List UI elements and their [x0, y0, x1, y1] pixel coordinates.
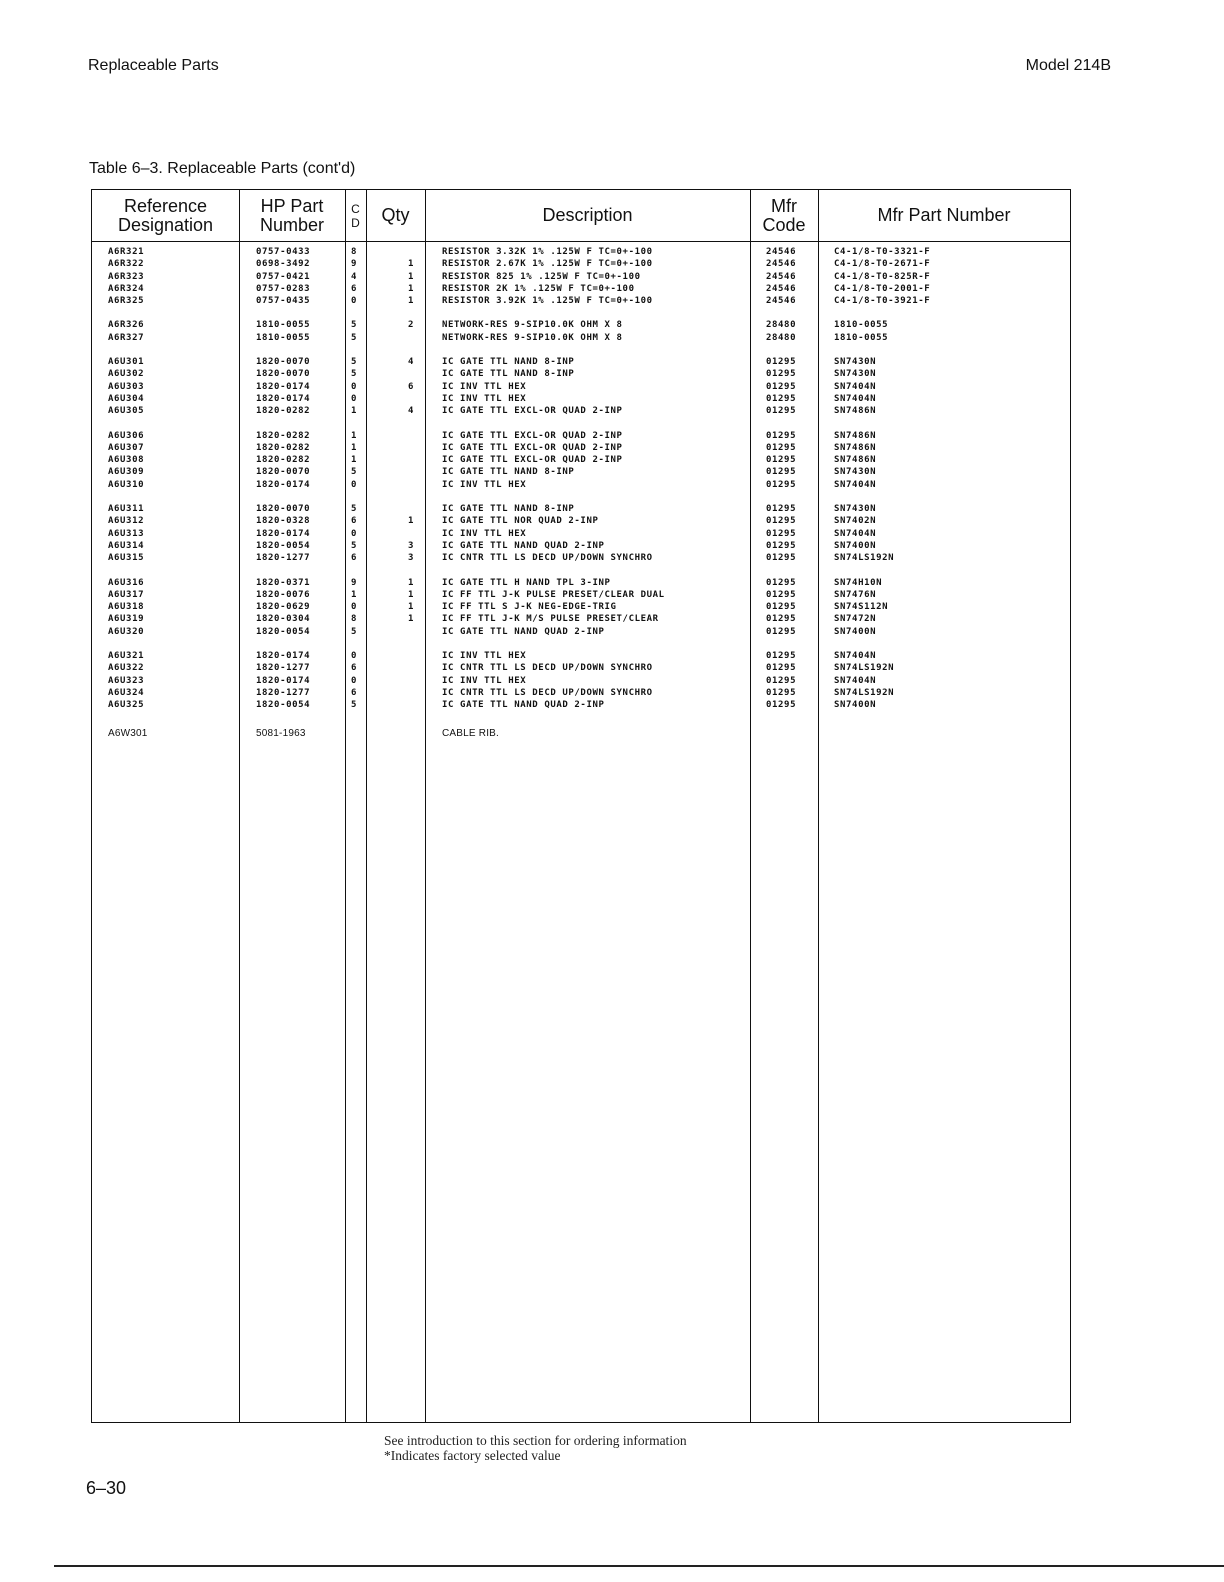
reference-designation-cell: A6U325 — [108, 700, 145, 711]
reference-designation-cell: A6U309 — [108, 467, 145, 478]
reference-designation-cell: A6U303 — [108, 381, 145, 392]
hp-part-number-cell: 5081-1963 — [256, 727, 306, 739]
mfr-code-cell: 01295 — [766, 430, 797, 441]
column-header-hp-part — [239, 190, 345, 241]
column-header-hp-part-line1: HP Part — [260, 195, 324, 216]
check-digit-cell: 5 — [351, 504, 358, 515]
hp-part-number-cell: 1820-0054 — [256, 626, 311, 637]
hp-part-number-cell: 0757-0433 — [256, 247, 311, 257]
hp-part-number-cell: 1820-1277 — [256, 687, 311, 698]
table-row — [92, 393, 1070, 405]
check-digit-cell: 8 — [351, 247, 358, 257]
quantity-cell: 1 — [407, 577, 414, 588]
quantity-cell: 1 — [407, 516, 414, 527]
mfr-part-number-cell: SN74LS192N — [834, 663, 895, 674]
column-header-mfr-part-number-label: Mfr Part Number — [877, 205, 1011, 225]
hp-part-number-cell: 1820-0070 — [256, 369, 311, 380]
mfr-part-number-cell: SN7486N — [834, 455, 877, 466]
mfr-code-cell: 28480 — [766, 332, 797, 343]
mfr-code-cell: 01295 — [766, 614, 797, 625]
quantity-cell: 1 — [407, 296, 414, 307]
mfr-part-number-cell: SN7486N — [834, 442, 877, 453]
quantity-cell: 1 — [407, 589, 414, 600]
table-row — [92, 675, 1070, 687]
mfr-code-cell: 01295 — [766, 516, 797, 527]
description-cell: IC GATE TTL EXCL-OR QUAD 2-INP — [442, 442, 623, 453]
check-digit-cell: 5 — [351, 332, 358, 343]
table-row — [92, 405, 1070, 417]
mfr-part-number-cell: SN7404N — [834, 651, 877, 662]
reference-designation-cell: A6R321 — [108, 247, 145, 257]
reference-designation-cell: A6R323 — [108, 271, 145, 282]
check-digit-cell: 5 — [351, 626, 358, 637]
mfr-code-cell: 01295 — [766, 455, 797, 466]
hp-part-number-cell: 1820-0174 — [256, 675, 311, 686]
check-digit-cell: 5 — [351, 320, 358, 331]
description-cell: IC GATE TTL H NAND TPL 3-INP — [442, 577, 611, 588]
column-header-reference-line1: Reference — [123, 195, 208, 216]
reference-designation-cell: A6U321 — [108, 651, 145, 662]
description-cell: IC INV TTL HEX — [442, 528, 527, 539]
quantity-cell: 2 — [407, 320, 414, 331]
hp-part-number-cell: 1820-1277 — [256, 553, 311, 564]
mfr-code-cell: 01295 — [766, 540, 797, 551]
reference-designation-cell: A6U322 — [108, 663, 145, 674]
description-cell: IC CNTR TTL LS DECD UP/DOWN SYNCHRO — [442, 663, 653, 674]
mfr-code-cell: 01295 — [766, 577, 797, 588]
reference-designation-cell: A6U307 — [108, 442, 145, 453]
check-digit-cell: 5 — [351, 467, 358, 478]
mfr-code-cell: 24546 — [766, 271, 797, 282]
mfr-part-number-cell: SN74H10N — [834, 577, 883, 588]
hp-part-number-cell: 1820-0070 — [256, 467, 311, 478]
quantity-cell: 1 — [407, 271, 414, 282]
description-cell: IC FF TTL J-K PULSE PRESET/CLEAR DUAL — [442, 589, 665, 600]
quantity-cell: 1 — [407, 602, 414, 613]
description-cell: IC CNTR TTL LS DECD UP/DOWN SYNCHRO — [442, 553, 653, 564]
table-row — [92, 295, 1070, 307]
ordering-footnote — [384, 1433, 687, 1463]
hp-part-number-cell: 1820-0070 — [256, 504, 311, 515]
reference-designation-cell: A6U310 — [108, 479, 145, 490]
mfr-code-cell: 01295 — [766, 381, 797, 392]
mfr-code-cell: 28480 — [766, 320, 797, 331]
description-cell: NETWORK-RES 9-SIP10.0K OHM X 8 — [442, 332, 623, 343]
description-cell: RESISTOR 2.67K 1% .125W F TC=0+-100 — [442, 259, 653, 270]
table-row — [92, 626, 1070, 638]
table-row — [92, 662, 1070, 674]
column-header-mfr-part-number — [818, 190, 1070, 241]
header-divider — [92, 241, 1070, 242]
table-row — [92, 466, 1070, 478]
hp-part-number-cell: 1820-0174 — [256, 479, 311, 490]
quantity-cell: 4 — [407, 406, 414, 417]
reference-designation-cell: A6R325 — [108, 296, 145, 307]
reference-designation-cell: A6U305 — [108, 406, 145, 417]
hp-part-number-cell: 0757-0421 — [256, 271, 311, 282]
mfr-code-cell: 01295 — [766, 504, 797, 515]
table-row — [92, 271, 1070, 283]
check-digit-cell: 0 — [351, 479, 358, 490]
check-digit-cell: 6 — [351, 553, 358, 564]
table-row — [92, 479, 1070, 491]
hp-part-number-cell: 1820-0054 — [256, 700, 311, 711]
check-digit-cell: 5 — [351, 540, 358, 551]
mfr-part-number-cell: C4-1/8-T0-2671-F — [834, 259, 931, 270]
mfr-part-number-cell: SN7486N — [834, 430, 877, 441]
description-cell: RESISTOR 3.92K 1% .125W F TC=0+-100 — [442, 296, 653, 307]
description-cell: IC CNTR TTL LS DECD UP/DOWN SYNCHRO — [442, 687, 653, 698]
mfr-part-number-cell: SN7404N — [834, 479, 877, 490]
mfr-part-number-cell: SN7400N — [834, 626, 877, 637]
running-header-section: Replaceable Parts — [88, 57, 219, 74]
reference-designation-cell: A6U316 — [108, 577, 145, 588]
reference-designation-cell: A6R324 — [108, 283, 145, 294]
mfr-part-number-cell: SN74S112N — [834, 602, 889, 613]
mfr-part-number-cell: SN74LS192N — [834, 553, 895, 564]
check-digit-cell: 4 — [351, 271, 358, 282]
column-header-mfr-code-line2: Code — [762, 214, 806, 235]
column-header-reference — [92, 190, 239, 241]
hp-part-number-cell: 1820-0629 — [256, 602, 311, 613]
reference-designation-cell: A6U319 — [108, 614, 145, 625]
mfr-part-number-cell: SN74LS192N — [834, 687, 895, 698]
hp-part-number-cell: 1820-0174 — [256, 651, 311, 662]
mfr-code-cell: 01295 — [766, 651, 797, 662]
page-number: 6–30 — [86, 1478, 127, 1498]
column-header-hp-part-line2: Number — [259, 214, 325, 235]
check-digit-cell: 1 — [351, 406, 358, 417]
column-header-cd-line1: C — [351, 201, 360, 216]
description-cell: CABLE RIB. — [442, 727, 500, 739]
column-header-cd — [345, 190, 366, 241]
mfr-code-cell: 01295 — [766, 675, 797, 686]
description-cell: IC GATE TTL NOR QUAD 2-INP — [442, 516, 599, 527]
reference-designation-cell: A6U302 — [108, 369, 145, 380]
hp-part-number-cell: 1820-0174 — [256, 381, 311, 392]
check-digit-cell: 5 — [351, 357, 358, 368]
mfr-code-cell: 01295 — [766, 602, 797, 613]
check-digit-cell: 8 — [351, 614, 358, 625]
hp-part-number-cell: 0757-0435 — [256, 296, 311, 307]
hp-part-number-cell: 1820-0282 — [256, 442, 311, 453]
check-digit-cell: 0 — [351, 381, 358, 392]
table-row — [92, 577, 1070, 589]
mfr-code-cell: 01295 — [766, 528, 797, 539]
column-header-qty-label: Qty — [381, 205, 410, 225]
table-row — [92, 503, 1070, 515]
mfr-code-cell: 24546 — [766, 259, 797, 270]
check-digit-cell: 6 — [351, 687, 358, 698]
description-cell: IC GATE TTL NAND QUAD 2-INP — [442, 700, 605, 711]
column-header-mfr-code-line1: Mfr — [771, 195, 797, 216]
table-row — [92, 246, 1070, 258]
column-header-description — [425, 190, 750, 241]
mfr-code-cell: 01295 — [766, 479, 797, 490]
mfr-part-number-cell: C4-1/8-T0-825R-F — [834, 271, 931, 282]
hp-part-number-cell: 1810-0055 — [256, 332, 311, 343]
check-digit-cell: 9 — [351, 577, 358, 588]
table-row — [92, 442, 1070, 454]
check-digit-cell: 6 — [351, 516, 358, 527]
hp-part-number-cell: 1820-0070 — [256, 357, 311, 368]
hp-part-number-cell: 1820-0371 — [256, 577, 311, 588]
check-digit-cell: 5 — [351, 700, 358, 711]
mfr-code-cell: 24546 — [766, 247, 797, 257]
column-header-description-label: Description — [542, 205, 633, 225]
table-row — [92, 650, 1070, 662]
table-row — [92, 540, 1070, 552]
mfr-part-number-cell: SN7404N — [834, 675, 877, 686]
check-digit-cell: 1 — [351, 442, 358, 453]
table-row — [92, 381, 1070, 393]
table-row — [92, 319, 1070, 331]
description-cell: IC INV TTL HEX — [442, 479, 527, 490]
description-cell: IC GATE TTL NAND QUAD 2-INP — [442, 540, 605, 551]
mfr-part-number-cell: SN7400N — [834, 540, 877, 551]
hp-part-number-cell: 1820-0328 — [256, 516, 311, 527]
mfr-part-number-cell: SN7400N — [834, 700, 877, 711]
check-digit-cell: 0 — [351, 528, 358, 539]
table-row — [92, 454, 1070, 466]
table-row — [92, 332, 1070, 344]
table-title: Table 6–3. Replaceable Parts (cont'd) — [89, 160, 356, 177]
hp-part-number-cell: 1820-0304 — [256, 614, 311, 625]
reference-designation-cell: A6U313 — [108, 528, 145, 539]
mfr-part-number-cell: SN7402N — [834, 516, 877, 527]
quantity-cell: 3 — [407, 540, 414, 551]
mfr-code-cell: 01295 — [766, 442, 797, 453]
reference-designation-cell: A6U301 — [108, 357, 145, 368]
mfr-code-cell: 24546 — [766, 296, 797, 307]
table-row — [92, 552, 1070, 564]
footnote-line-ordering: See introduction to this section for ordering information — [384, 1433, 687, 1448]
mfr-part-number-cell: SN7430N — [834, 467, 877, 478]
quantity-cell: 3 — [407, 553, 414, 564]
mfr-code-cell: 01295 — [766, 406, 797, 417]
column-header-qty — [366, 190, 425, 241]
check-digit-cell: 1 — [351, 430, 358, 441]
description-cell: IC FF TTL J-K M/S PULSE PRESET/CLEAR — [442, 614, 659, 625]
table-row — [92, 368, 1070, 380]
hp-part-number-cell: 1820-0054 — [256, 540, 311, 551]
quantity-cell: 6 — [407, 381, 414, 392]
reference-designation-cell: A6U318 — [108, 602, 145, 613]
description-cell: IC INV TTL HEX — [442, 651, 527, 662]
check-digit-cell: 0 — [351, 675, 358, 686]
mfr-part-number-cell: 1810-0055 — [834, 320, 889, 331]
mfr-code-cell: 01295 — [766, 589, 797, 600]
description-cell: IC GATE TTL NAND 8-INP — [442, 467, 575, 478]
parts-table — [91, 189, 1071, 1423]
check-digit-cell: 5 — [351, 369, 358, 380]
quantity-cell: 1 — [407, 259, 414, 270]
mfr-part-number-cell: SN7404N — [834, 528, 877, 539]
check-digit-cell: 1 — [351, 589, 358, 600]
mfr-part-number-cell: C4-1/8-T0-3321-F — [834, 247, 931, 257]
hp-part-number-cell: 1820-1277 — [256, 663, 311, 674]
mfr-code-cell: 01295 — [766, 467, 797, 478]
mfr-code-cell: 01295 — [766, 369, 797, 380]
check-digit-cell: 1 — [351, 455, 358, 466]
mfr-part-number-cell: SN7430N — [834, 357, 877, 368]
table-row — [92, 728, 1070, 740]
reference-designation-cell: A6U311 — [108, 504, 145, 515]
table-row — [92, 430, 1070, 442]
mfr-part-number-cell: SN7486N — [834, 406, 877, 417]
quantity-cell: 1 — [407, 283, 414, 294]
running-header-model: Model 214B — [1025, 57, 1111, 74]
reference-designation-cell: A6U304 — [108, 393, 145, 404]
description-cell: RESISTOR 2K 1% .125W F TC=0+-100 — [442, 283, 635, 294]
table-row — [92, 601, 1070, 613]
reference-designation-cell: A6U320 — [108, 626, 145, 637]
description-cell: IC INV TTL HEX — [442, 393, 527, 404]
reference-designation-cell: A6U308 — [108, 455, 145, 466]
table-row — [92, 356, 1070, 368]
mfr-part-number-cell: C4-1/8-T0-3921-F — [834, 296, 931, 307]
table-row — [92, 589, 1070, 601]
description-cell: RESISTOR 825 1% .125W F TC=0+-100 — [442, 271, 641, 282]
mfr-code-cell: 01295 — [766, 687, 797, 698]
reference-designation-cell: A6U314 — [108, 540, 145, 551]
check-digit-cell: 0 — [351, 296, 358, 307]
reference-designation-cell: A6U306 — [108, 430, 145, 441]
reference-designation-cell: A6U312 — [108, 516, 145, 527]
hp-part-number-cell: 0698-3492 — [256, 259, 311, 270]
mfr-code-cell: 01295 — [766, 393, 797, 404]
hp-part-number-cell: 1820-0282 — [256, 430, 311, 441]
mfr-code-cell: 01295 — [766, 663, 797, 674]
reference-designation-cell: A6U324 — [108, 687, 145, 698]
reference-designation-cell: A6R322 — [108, 259, 145, 270]
table-row — [92, 687, 1070, 699]
reference-designation-cell: A6W301 — [108, 727, 148, 739]
description-cell: RESISTOR 3.32K 1% .125W F TC=0+-100 — [442, 247, 653, 257]
table-body — [92, 246, 1070, 740]
hp-part-number-cell: 1820-0174 — [256, 393, 311, 404]
description-cell: IC GATE TTL NAND QUAD 2-INP — [442, 626, 605, 637]
mfr-part-number-cell: SN7404N — [834, 393, 877, 404]
description-cell: IC FF TTL S J-K NEG-EDGE-TRIG — [442, 602, 617, 613]
check-digit-cell: 0 — [351, 651, 358, 662]
mfr-code-cell: 24546 — [766, 283, 797, 294]
quantity-cell: 4 — [407, 357, 414, 368]
bottom-rule — [54, 1565, 1224, 1567]
mfr-part-number-cell: C4-1/8-T0-2001-F — [834, 283, 931, 294]
mfr-code-cell: 01295 — [766, 626, 797, 637]
mfr-part-number-cell: SN7430N — [834, 369, 877, 380]
footnote-line-factory-selected: *Indicates factory selected value — [384, 1448, 561, 1463]
table-row — [92, 515, 1070, 527]
reference-designation-cell: A6U315 — [108, 553, 145, 564]
mfr-part-number-cell: SN7472N — [834, 614, 877, 625]
check-digit-cell: 0 — [351, 602, 358, 613]
reference-designation-cell: A6U323 — [108, 675, 145, 686]
hp-part-number-cell: 0757-0283 — [256, 283, 311, 294]
table-row — [92, 699, 1070, 711]
hp-part-number-cell: 1810-0055 — [256, 320, 311, 331]
description-cell: IC GATE TTL EXCL-OR QUAD 2-INP — [442, 430, 623, 441]
quantity-cell: 1 — [407, 614, 414, 625]
mfr-code-cell: 01295 — [766, 357, 797, 368]
hp-part-number-cell: 1820-0282 — [256, 406, 311, 417]
table-row — [92, 528, 1070, 540]
check-digit-cell: 9 — [351, 259, 358, 270]
column-header-reference-line2: Designation — [117, 214, 214, 235]
table-row — [92, 283, 1070, 295]
description-cell: IC GATE TTL EXCL-OR QUAD 2-INP — [442, 455, 623, 466]
description-cell: IC GATE TTL NAND 8-INP — [442, 357, 575, 368]
description-cell: IC GATE TTL NAND 8-INP — [442, 504, 575, 515]
mfr-part-number-cell: 1810-0055 — [834, 332, 889, 343]
check-digit-cell: 6 — [351, 283, 358, 294]
mfr-part-number-cell: SN7476N — [834, 589, 877, 600]
description-cell: NETWORK-RES 9-SIP10.0K OHM X 8 — [442, 320, 623, 331]
description-cell: IC INV TTL HEX — [442, 675, 527, 686]
table-row — [92, 613, 1070, 625]
check-digit-cell: 6 — [351, 663, 358, 674]
description-cell: IC INV TTL HEX — [442, 381, 527, 392]
description-cell: IC GATE TTL NAND 8-INP — [442, 369, 575, 380]
check-digit-cell: 0 — [351, 393, 358, 404]
mfr-part-number-cell: SN7404N — [834, 381, 877, 392]
mfr-code-cell: 01295 — [766, 553, 797, 564]
hp-part-number-cell: 1820-0174 — [256, 528, 311, 539]
mfr-code-cell: 01295 — [766, 700, 797, 711]
reference-designation-cell: A6R326 — [108, 320, 145, 331]
reference-designation-cell: A6U317 — [108, 589, 145, 600]
column-header-cd-line2: D — [351, 215, 360, 230]
hp-part-number-cell: 1820-0282 — [256, 455, 311, 466]
hp-part-number-cell: 1820-0076 — [256, 589, 311, 600]
mfr-part-number-cell: SN7430N — [834, 504, 877, 515]
description-cell: IC GATE TTL EXCL-OR QUAD 2-INP — [442, 406, 623, 417]
table-row — [92, 258, 1070, 270]
column-header-mfr-code — [750, 190, 818, 241]
reference-designation-cell: A6R327 — [108, 332, 145, 343]
